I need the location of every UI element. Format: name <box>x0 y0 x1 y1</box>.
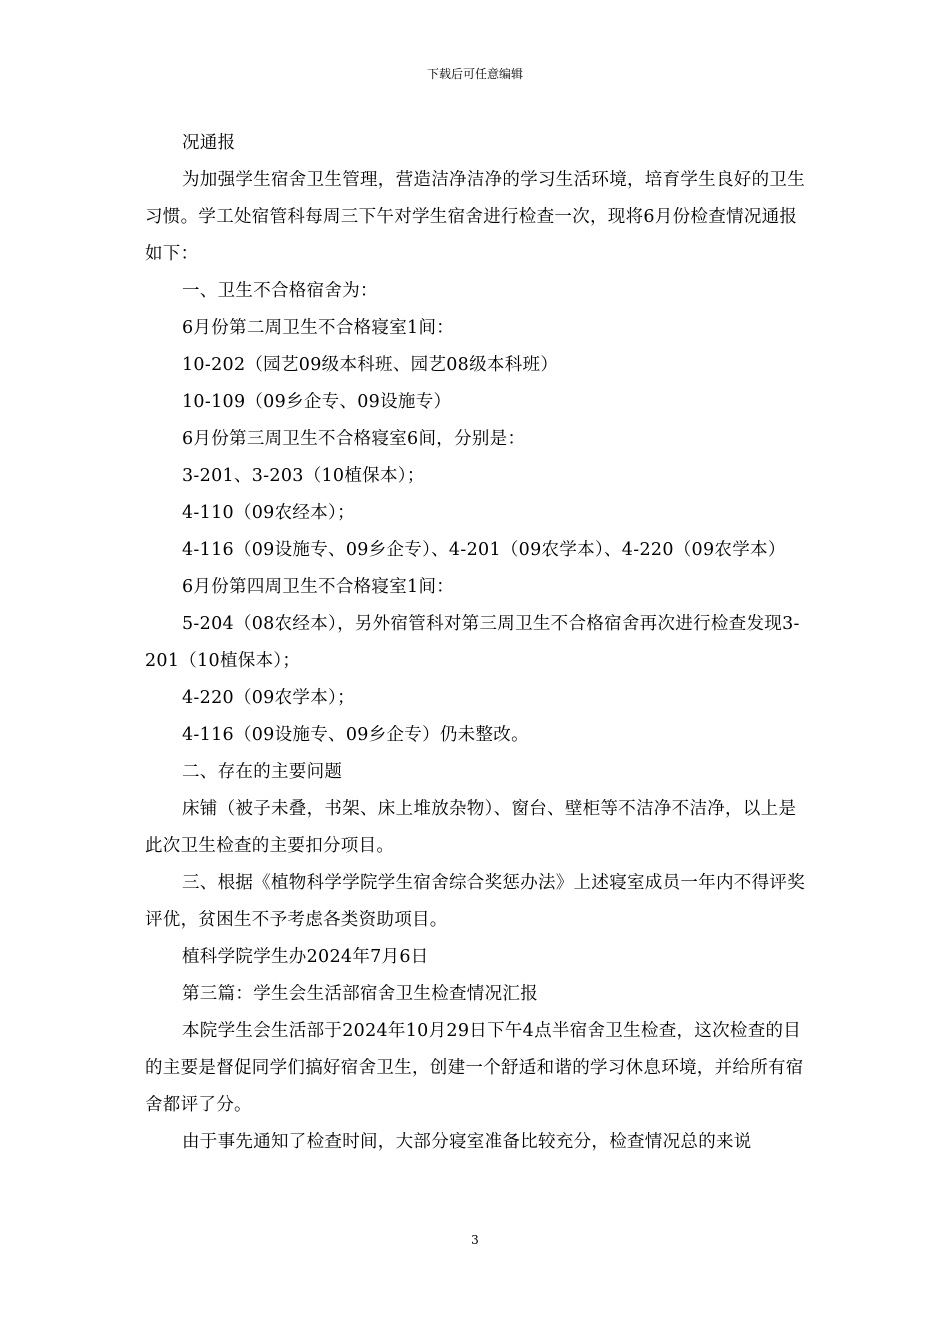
paragraph: 三、根据《植物科学学院学生宿舍综合奖惩办法》上述寝室成员一年内不得评奖评优，贫困生不予考虑各类资助项目。 <box>145 873 805 930</box>
paragraph: 6月份第二周卫生不合格寝室1间： <box>182 318 455 338</box>
paragraph: 10-202（园艺09级本科班、园艺08级本科班） <box>182 355 559 375</box>
paragraph: 4-220（09农学本）； <box>182 688 355 708</box>
paragraph: 6月份第三周卫生不合格寝室6间，分别是： <box>182 429 526 449</box>
page-header-note: 下载后可任意编辑 <box>426 67 523 81</box>
paragraph: 4-116（09设施专、09乡企专）仍未整改。 <box>182 725 529 745</box>
paragraph: 一、卫生不合格宿舍为： <box>182 281 378 301</box>
document-body <box>145 125 810 1161</box>
paragraph: 10-109（09乡企专、09设施专） <box>182 392 452 412</box>
paragraph: 5-204（08农经本），另外宿管科对第三周卫生不合格宿舍再次进行检查发现3-201（10植保本）； <box>145 614 800 671</box>
paragraph: 床铺（被子未叠，书架、床上堆放杂物）、窗台、壁柜等不洁净不洁净，以上是此次卫生检查的主要扣分项目。 <box>145 799 797 856</box>
paragraph: 6月份第四周卫生不合格寝室1间： <box>182 577 455 597</box>
paragraph: 本院学生会生活部于2024年10月29日下午4点半宿舍卫生检查，这次检查的目的主要是督促同学们搞好宿舍卫生，创建一个舒适和谐的学习休息环境，并给所有宿舍都评了分。 <box>145 1021 804 1115</box>
paragraph: 植科学院学生办2024年7月6日 <box>182 947 429 967</box>
paragraph: 二、存在的主要问题 <box>182 762 343 782</box>
paragraph: 4-116（09设施专、09乡企专）、4-201（09农学本）、4-220（09农学本） <box>182 540 786 560</box>
paragraph: 由于事先通知了检查时间，大部分寝室准备比较充分，检查情况总的来说 <box>182 1132 752 1152</box>
paragraph: 3-201、3-203（10植保本）； <box>182 466 425 486</box>
paragraph: 4-110（09农经本）； <box>182 503 355 523</box>
paragraph: 第三篇：学生会生活部宿舍卫生检查情况汇报 <box>182 984 538 1004</box>
paragraph: 况通报 <box>182 133 236 153</box>
page-number: 3 <box>471 1233 479 1247</box>
paragraph: 为加强学生宿舍卫生管理，营造洁净洁净的学习生活环境，培育学生良好的卫生习惯。学工处宿管科每周三下午对学生宿舍进行检查一次，现将6月份检查情况通报如下： <box>145 170 805 264</box>
